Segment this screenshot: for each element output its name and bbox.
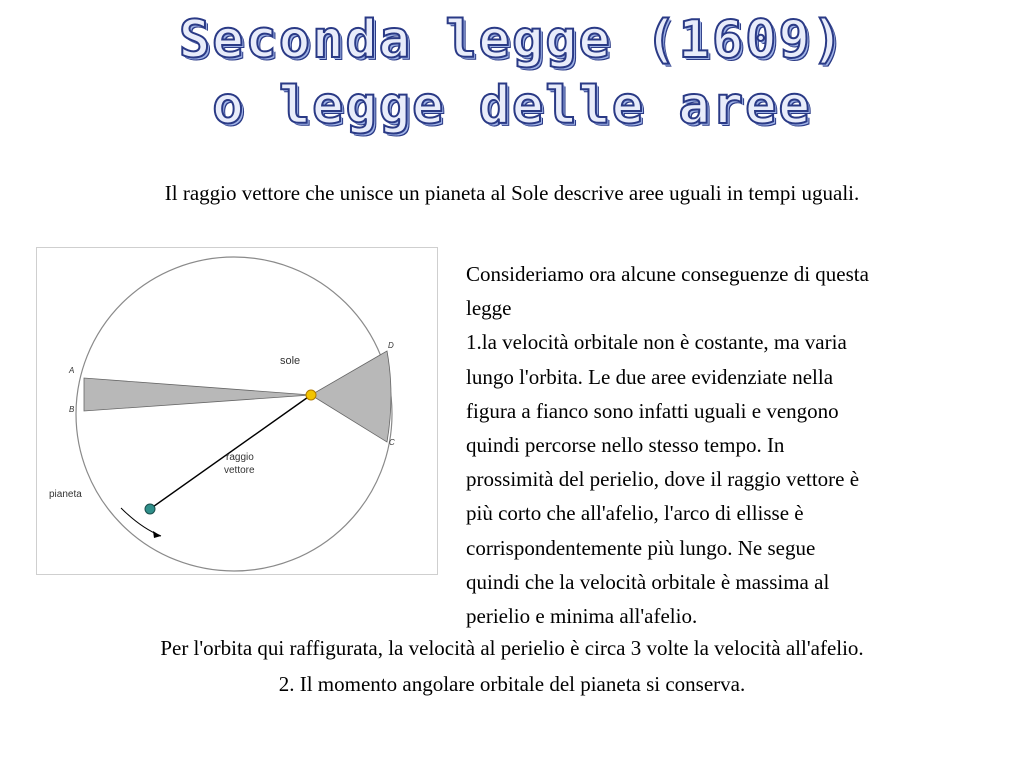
orbit-diagram <box>36 247 438 575</box>
point-a-label: A <box>69 366 75 375</box>
planet-icon <box>145 504 155 514</box>
text-line: corrispondentemente più lungo. Ne segue <box>466 535 816 560</box>
radius-label-line2: vettore <box>224 465 255 476</box>
point-d-label: D <box>388 341 394 350</box>
point-b-label: B <box>69 405 75 414</box>
sun-label: sole <box>280 355 301 367</box>
text-line: prossimità del perielio, dove il raggio vettore è <box>466 467 860 492</box>
text-line: 1.la velocità orbitale non è costante, ma varia <box>466 330 847 355</box>
planet-label: pianeta <box>49 489 82 500</box>
sun-icon <box>306 390 316 400</box>
perihelion-area <box>311 351 391 442</box>
slide-title-line2: o legge delle aree <box>212 76 812 136</box>
orbit-diagram-svg <box>37 248 437 574</box>
slide-title-line1: Seconda legge (1609) <box>178 10 846 70</box>
angular-momentum-text: 2. Il momento angolare orbitale del pianeta si conserva. <box>278 672 746 696</box>
radius-label-line1: raggio <box>226 452 254 463</box>
text-line: lungo l'orbita. Le due aree evidenziate nella <box>466 364 834 389</box>
aphelion-area <box>84 378 311 411</box>
intro-statement: Il raggio vettore che unisce un pianeta al Sole descrive aree uguali in tempi uguali. <box>164 181 860 205</box>
text-line: legge <box>466 296 512 321</box>
velocity-ratio-text: Per l'orbita qui raffigurata, la velocità al perielio è circa 3 volte la velocità all'afelio. <box>160 636 864 660</box>
consequences-text <box>466 257 1018 633</box>
point-c-label: C <box>389 438 395 447</box>
text-line: Consideriamo ora alcune conseguenze di questa <box>466 262 869 286</box>
text-line: quindi che la velocità orbitale è massima al <box>466 569 830 594</box>
motion-arrow-icon <box>121 508 161 536</box>
text-line: figura a fianco sono infatti uguali e vengono <box>466 398 839 423</box>
text-line: perielio e minima all'afelio. <box>466 604 698 629</box>
text-line: quindi percorse nello stesso tempo. In <box>466 433 785 458</box>
motion-arrowhead-icon <box>153 531 161 538</box>
text-line: più corto che all'afelio, l'arco di ellisse è <box>466 501 804 526</box>
